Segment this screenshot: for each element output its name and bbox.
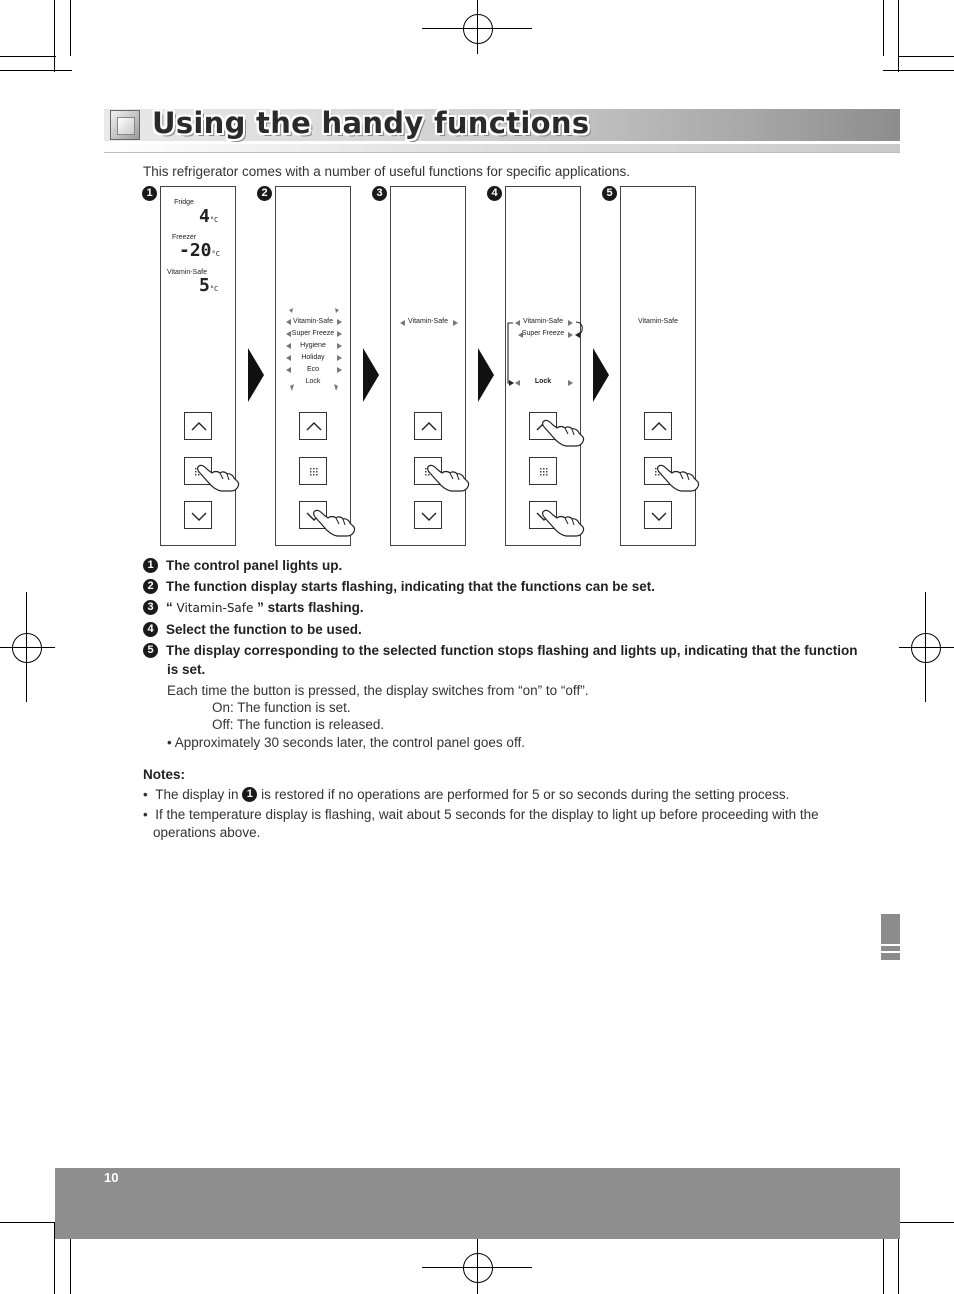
pressing-hand-icon [656,460,702,494]
vitamin-safe-unit: °C [209,285,219,293]
note-1 [143,787,789,803]
up-button[interactable] [414,412,442,440]
down-button[interactable] [644,501,672,529]
function-item: Vitamin-Safe [293,318,333,325]
freezer-unit: °C [211,250,220,258]
crop-mark [54,0,55,72]
up-button[interactable] [184,412,212,440]
freezer-value: -20 [179,240,212,261]
step-5-text: The display corresponding to the selected function stops flashing and lights up, indicating that the function [166,643,858,658]
control-panel-2 [275,186,351,546]
function-item: Super Freeze [291,330,335,337]
vitamin-safe-label: Vitamin-Safe [167,269,207,276]
pressing-hand-icon [541,415,587,449]
step-3-open-quote: “ [166,600,177,615]
up-button[interactable] [644,412,672,440]
side-tab-stripe [881,944,900,946]
crop-mark [883,0,884,56]
down-button[interactable] [414,501,442,529]
page-number: 10 [104,1170,119,1185]
note-2 [143,807,819,822]
down-button[interactable] [184,501,212,529]
title-underline [104,144,900,153]
note-1-post: is restored if no operations are performed for 5 or so seconds during the setting process. [261,787,790,802]
function-item: Vitamin-Safe [408,318,448,325]
note-2-continued: operations above. [153,825,261,840]
step-number: 1 [242,787,257,802]
approx-text: • Approximately 30 seconds later, the control panel goes off. [167,735,525,750]
crop-mark [0,70,72,71]
note-1-pre: The display in [155,787,239,802]
intro-text: This refrigerator comes with a number of useful functions for specific applications. [143,164,630,179]
step-number: 4 [487,186,502,201]
step-number: 4 [143,622,158,637]
function-item: Vitamin-Safe [523,318,563,325]
crop-mark [0,647,55,648]
control-panel-4 [505,186,581,546]
registration-mark [463,1253,493,1283]
fridge-label: Fridge [174,199,194,206]
crop-mark [477,1238,478,1294]
pressing-hand-icon [541,505,587,539]
step-number: 2 [143,579,158,594]
fridge-temperature [199,206,218,227]
step-3-text: ” starts flashing. [253,600,364,615]
step-3-function: Vitamin-Safe [176,601,254,615]
on-text: On: The function is set. [212,700,351,715]
bullet: • [143,787,148,802]
step-4-text: Select the function to be used. [166,622,362,637]
step-1-text: The control panel lights up. [166,558,343,573]
crop-mark [26,592,27,702]
up-button[interactable] [299,412,327,440]
step-5 [143,643,858,659]
step-2 [143,579,655,595]
title-square-icon [110,110,140,140]
crop-mark [70,0,71,56]
step-number: 5 [143,643,158,658]
crop-mark [898,0,899,72]
step-number: 3 [372,186,387,201]
freezer-temperature [179,240,220,261]
arrow-right-icon [248,348,264,402]
step-number: 3 [143,600,158,615]
step-number: 1 [142,186,157,201]
crop-mark [899,647,954,648]
freezer-label: Freezer [171,234,197,241]
function-item-lit: Vitamin-Safe [638,318,678,325]
function-item: Hygiene [300,342,326,349]
vitamin-safe-temperature [199,275,218,296]
pressing-hand-icon [426,460,472,494]
step-2-text: The function display starts flashing, indicating that the functions can be set. [166,579,656,594]
off-text: Off: The function is released. [212,717,385,732]
crop-mark [883,1238,884,1294]
crop-mark [925,592,926,702]
notes-heading: Notes: [143,767,186,782]
function-item: Super Freeze [521,330,565,337]
crop-mark [477,0,478,54]
bullet: • [143,807,148,822]
step-number: 2 [257,186,272,201]
vitamin-safe-value: 5 [199,275,210,296]
function-item: Holiday [301,354,325,361]
function-item-selected: Lock [534,378,552,385]
page-title: Using the handy functions [152,106,590,140]
fridge-value: 4 [199,206,210,227]
pressing-hand-icon [312,505,358,539]
footer-bar [55,1168,900,1239]
arrow-right-icon [363,348,379,402]
step-number: 1 [143,558,158,573]
crop-mark [0,56,56,57]
crop-mark [70,1238,71,1294]
registration-mark [911,633,941,663]
arrow-right-icon [478,348,494,402]
crop-mark [883,70,954,71]
pressing-hand-icon [196,460,242,494]
registration-mark [12,633,42,663]
fridge-unit: °C [209,216,219,224]
step-1 [143,558,342,574]
note-2-text: If the temperature display is flashing, wait about 5 seconds for the display to light up before proceeding with the [155,807,819,822]
registration-mark [463,14,493,44]
select-button[interactable] [299,457,327,485]
step-number: 5 [602,186,617,201]
step-5-continued: is set. [167,662,206,677]
function-item: Lock [305,378,321,385]
side-tab-stripe [881,951,900,953]
detail-text: Each time the button is pressed, the display switches from “on” to “off”. [167,683,589,698]
arrow-right-icon [593,348,609,402]
select-button[interactable] [529,457,557,485]
side-tab [881,914,900,960]
step-3 [143,600,364,616]
step-4 [143,622,362,638]
function-item: Eco [306,366,320,373]
crop-mark [898,56,954,57]
